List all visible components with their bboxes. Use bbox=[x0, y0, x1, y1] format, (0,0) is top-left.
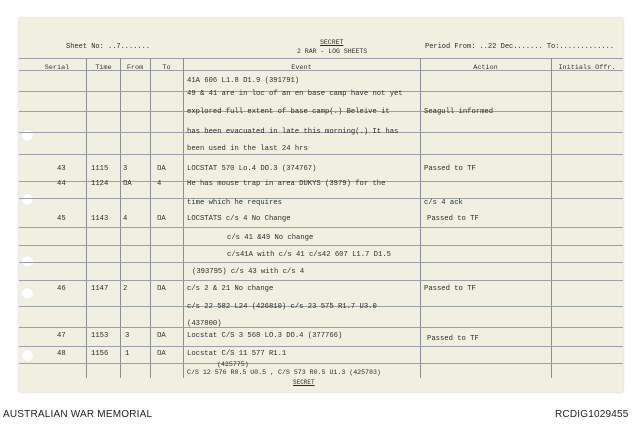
footer-institution: AUSTRALIAN WAR MEMORIAL bbox=[3, 409, 153, 420]
classification-bottom: SECRET bbox=[293, 379, 315, 386]
event-text: explored full extent of base camp(.) Beleive it bbox=[187, 108, 390, 116]
serial-cell: 44 bbox=[57, 180, 66, 188]
punch-hole bbox=[21, 287, 34, 300]
serial-cell: 46 bbox=[57, 285, 66, 293]
from-cell: 3 bbox=[123, 165, 128, 173]
event-text: time which he requires bbox=[187, 199, 282, 207]
time-cell: 1156 bbox=[91, 350, 109, 358]
serial-cell: 47 bbox=[57, 332, 66, 340]
to-cell: ŊA bbox=[157, 165, 166, 173]
serial-cell: 48 bbox=[57, 350, 66, 358]
from-cell: 2 bbox=[123, 285, 128, 293]
column-header-action: Action bbox=[473, 64, 498, 72]
to-cell: 4 bbox=[157, 180, 162, 188]
row-line bbox=[19, 198, 623, 199]
punch-hole bbox=[21, 129, 34, 142]
event-text: C/S 12 576 R0.5 U0.5 , C/S 573 R0.5 U1.3 (425783) bbox=[187, 369, 381, 376]
time-cell: 1143 bbox=[91, 215, 109, 223]
column-divider bbox=[183, 58, 184, 378]
sheet-number: Sheet No: ..7....... bbox=[66, 43, 151, 51]
event-text: (393795) c/s 43 with c/s 4 bbox=[192, 268, 305, 276]
action-text: Passed to TF bbox=[424, 165, 476, 173]
footer-record-id: RCDIG1029455 bbox=[555, 409, 629, 420]
column-header-serial: Serial bbox=[44, 64, 70, 72]
action-text: Passed to TF bbox=[427, 215, 479, 223]
to-cell: ŊA bbox=[157, 285, 166, 293]
column-header-to: To bbox=[162, 64, 171, 72]
event-text: c/s 2 & 21 No change bbox=[187, 285, 274, 293]
event-text: He has mouse trap in area DUKYS (3979) for the bbox=[187, 180, 386, 188]
row-line bbox=[19, 346, 623, 347]
sheet-title: 2 RAR - LOG SHEETS bbox=[297, 48, 368, 55]
row-line bbox=[19, 245, 623, 246]
event-text: Locstat C/S 11 577 R1.1 bbox=[187, 350, 287, 358]
event-text: LOCSTATS c/s 4 No Change bbox=[187, 215, 291, 223]
event-text: LOCSTAT 570 Lo.4 DO.3 (374767) bbox=[187, 165, 317, 173]
from-cell: ŊA bbox=[123, 180, 132, 188]
row-line bbox=[19, 363, 623, 364]
row-line bbox=[19, 327, 623, 328]
column-header-initials: Initials Offr. bbox=[558, 64, 616, 72]
serial-cell: 45 bbox=[57, 215, 66, 223]
event-text: been used in the last 24 hrs bbox=[187, 145, 308, 153]
column-divider bbox=[86, 58, 87, 378]
table-top-line bbox=[19, 58, 623, 59]
event-text: 49 & 41 are in loc of an en base camp have not yet bbox=[187, 90, 403, 98]
to-cell: ŊA bbox=[157, 350, 166, 358]
serial-cell: 43 bbox=[57, 165, 66, 173]
action-text: c/s 4 ack bbox=[424, 199, 463, 207]
column-divider bbox=[420, 58, 421, 378]
action-text: Seagull informed bbox=[424, 108, 494, 116]
row-line bbox=[19, 262, 623, 263]
event-text: Locstat C/S 3 568 LO.3 DO.4 (377766) bbox=[187, 332, 343, 340]
event-insert: (425775) bbox=[217, 361, 249, 368]
event-text: (437800) bbox=[187, 320, 222, 328]
column-header-event: Event bbox=[291, 64, 312, 72]
from-cell: 4 bbox=[123, 215, 128, 223]
to-cell: ŊA bbox=[157, 332, 166, 340]
event-text: has been evacuated in late this morning(.) It has bbox=[187, 128, 399, 136]
column-divider bbox=[150, 58, 151, 378]
time-cell: 1124 bbox=[91, 180, 109, 188]
row-line bbox=[19, 227, 623, 228]
row-line bbox=[19, 154, 623, 155]
event-text: c/s 41 &49 No change bbox=[227, 234, 314, 242]
column-header-from: From bbox=[126, 64, 144, 72]
punch-hole bbox=[21, 193, 34, 206]
to-cell: ŊA bbox=[157, 215, 166, 223]
action-text: Passed to TF bbox=[427, 335, 479, 343]
action-text: Passed to TF bbox=[424, 285, 476, 293]
from-cell: 3 bbox=[125, 332, 130, 340]
event-text: c/s41A with c/s 41 c/s42 607 L1.7 D1.5 bbox=[227, 251, 391, 259]
log-sheet-card bbox=[19, 18, 623, 392]
time-cell: 1115 bbox=[91, 165, 109, 173]
punch-hole bbox=[21, 349, 34, 362]
column-header-time: Time bbox=[95, 64, 112, 72]
row-line bbox=[19, 280, 623, 281]
from-cell: 1 bbox=[125, 350, 130, 358]
column-divider bbox=[120, 58, 121, 378]
event-text: 41A 606 L1.8 D1.9 (391791) bbox=[187, 77, 300, 85]
period-from: Period From: ..22 Dec....... To:............. bbox=[425, 43, 615, 51]
column-divider bbox=[551, 58, 552, 378]
event-text: c/s 22 582 L24 (426810) c/s 23 575 R1.7 U3.0 bbox=[187, 303, 377, 311]
time-cell: 1147 bbox=[91, 285, 109, 293]
time-cell: 1153 bbox=[91, 332, 109, 340]
classification-top: SECRET bbox=[320, 39, 344, 46]
